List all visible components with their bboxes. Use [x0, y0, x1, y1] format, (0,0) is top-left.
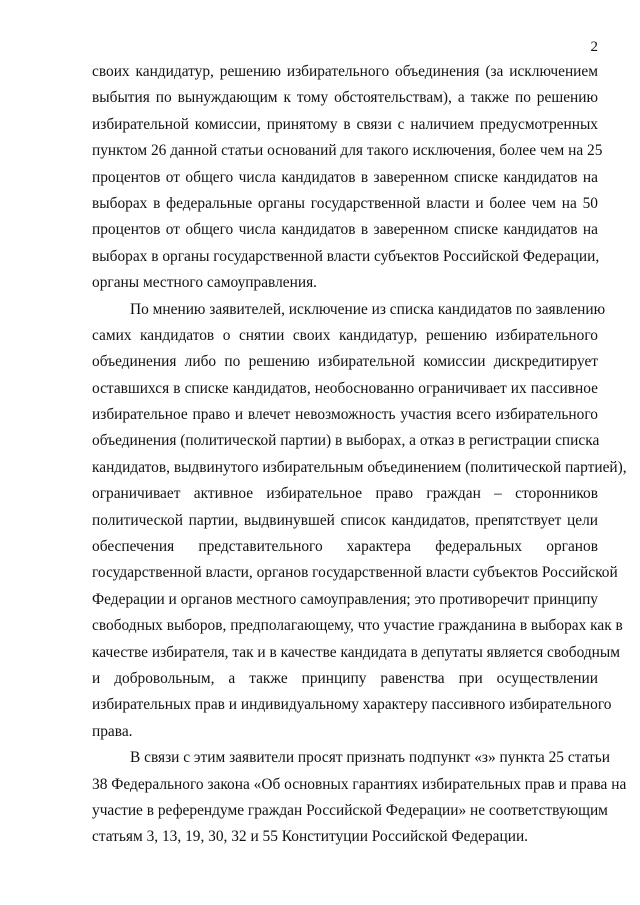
paragraph [92, 59, 603, 297]
text-line: свободных выборов, предполагающему, что участие гражданина в выборах как в [92, 617, 623, 635]
text-line: В связи с этим заявители просят признать подпункт «з» пункта 25 статьи [130, 749, 610, 767]
text-line: органы местного самоуправления. [92, 274, 318, 292]
text-line: избирательное право и влечет невозможность участия всего избирательного [92, 406, 598, 424]
text-line: процентов от общего числа кандидатов в заверенном списке кандидатов на [92, 168, 598, 186]
text-line: 38 Федерального закона «Об основных гарантиях избирательных прав и права на [92, 775, 627, 793]
paragraph [92, 297, 627, 746]
text-line: ограничивает активное избирательное право граждан – сторонников [92, 485, 598, 503]
text-line: процентов от общего числа кандидатов в заверенном списке кандидатов на [92, 221, 598, 239]
page-number: 2 [590, 39, 598, 55]
text-line: статьям 3, 13, 19, 30, 32 и 55 Конституции Российской Федерации. [92, 828, 529, 846]
text-line: своих кандидатур, решению избирательного объединения (за исключением [92, 63, 598, 80]
text-line: политической партии, выдвинувшей список кандидатов, препятствует цели [92, 511, 598, 529]
document-body [92, 59, 627, 851]
text-line: выборах в федеральные органы государственной власти и более чем на 50 [92, 194, 598, 212]
text-line: избирательной комиссии, принятому в связи с наличием предусмотренных [92, 115, 598, 133]
text-line: избирательных прав и индивидуальному характеру пассивного избирательного [92, 696, 612, 714]
text-line: пунктом 26 данной статьи оснований для такого исключения, более чем на 25 [92, 142, 603, 160]
paragraph [92, 745, 627, 851]
text-line: выборах в органы государственной власти субъектов Российской Федерации, [92, 247, 600, 265]
text-line: По мнению заявителей, исключение из списка кандидатов по заявлению [130, 300, 606, 318]
text-line: самих кандидатов о снятии своих кандидатур, решению избирательного [92, 326, 598, 344]
text-line: государственной власти, органов государственной власти субъектов Российской [92, 564, 618, 582]
text-line: оставшихся в списке кандидатов, необоснованно ограничивает их пассивное [92, 379, 598, 397]
text-line: участие в референдуме граждан Российской Федерации» не соответствующим [92, 801, 608, 819]
text-line: обеспечения представительного характера федеральных органов [92, 538, 598, 556]
text-line: выбытия по вынуждающим к тому обстоятельствам), а также по решению [92, 89, 598, 107]
text-line: Федерации и органов местного самоуправления; это противоречит принципу [92, 590, 598, 608]
text-line: качестве избирателя, так и в качестве кандидата в депутаты является свободным [92, 643, 620, 661]
text-line: права. [92, 722, 133, 740]
text-line: объединения (политической партии) в выборах, а отказ в регистрации списка [92, 432, 600, 450]
text-line: кандидатов, выдвинутого избирательным объединением (политической партией), [92, 458, 627, 476]
text-line: и добровольным, а также принципу равенства при осуществлении [92, 669, 598, 687]
text-line: объединения либо по решению избирательной комиссии дискредитирует [92, 353, 598, 371]
